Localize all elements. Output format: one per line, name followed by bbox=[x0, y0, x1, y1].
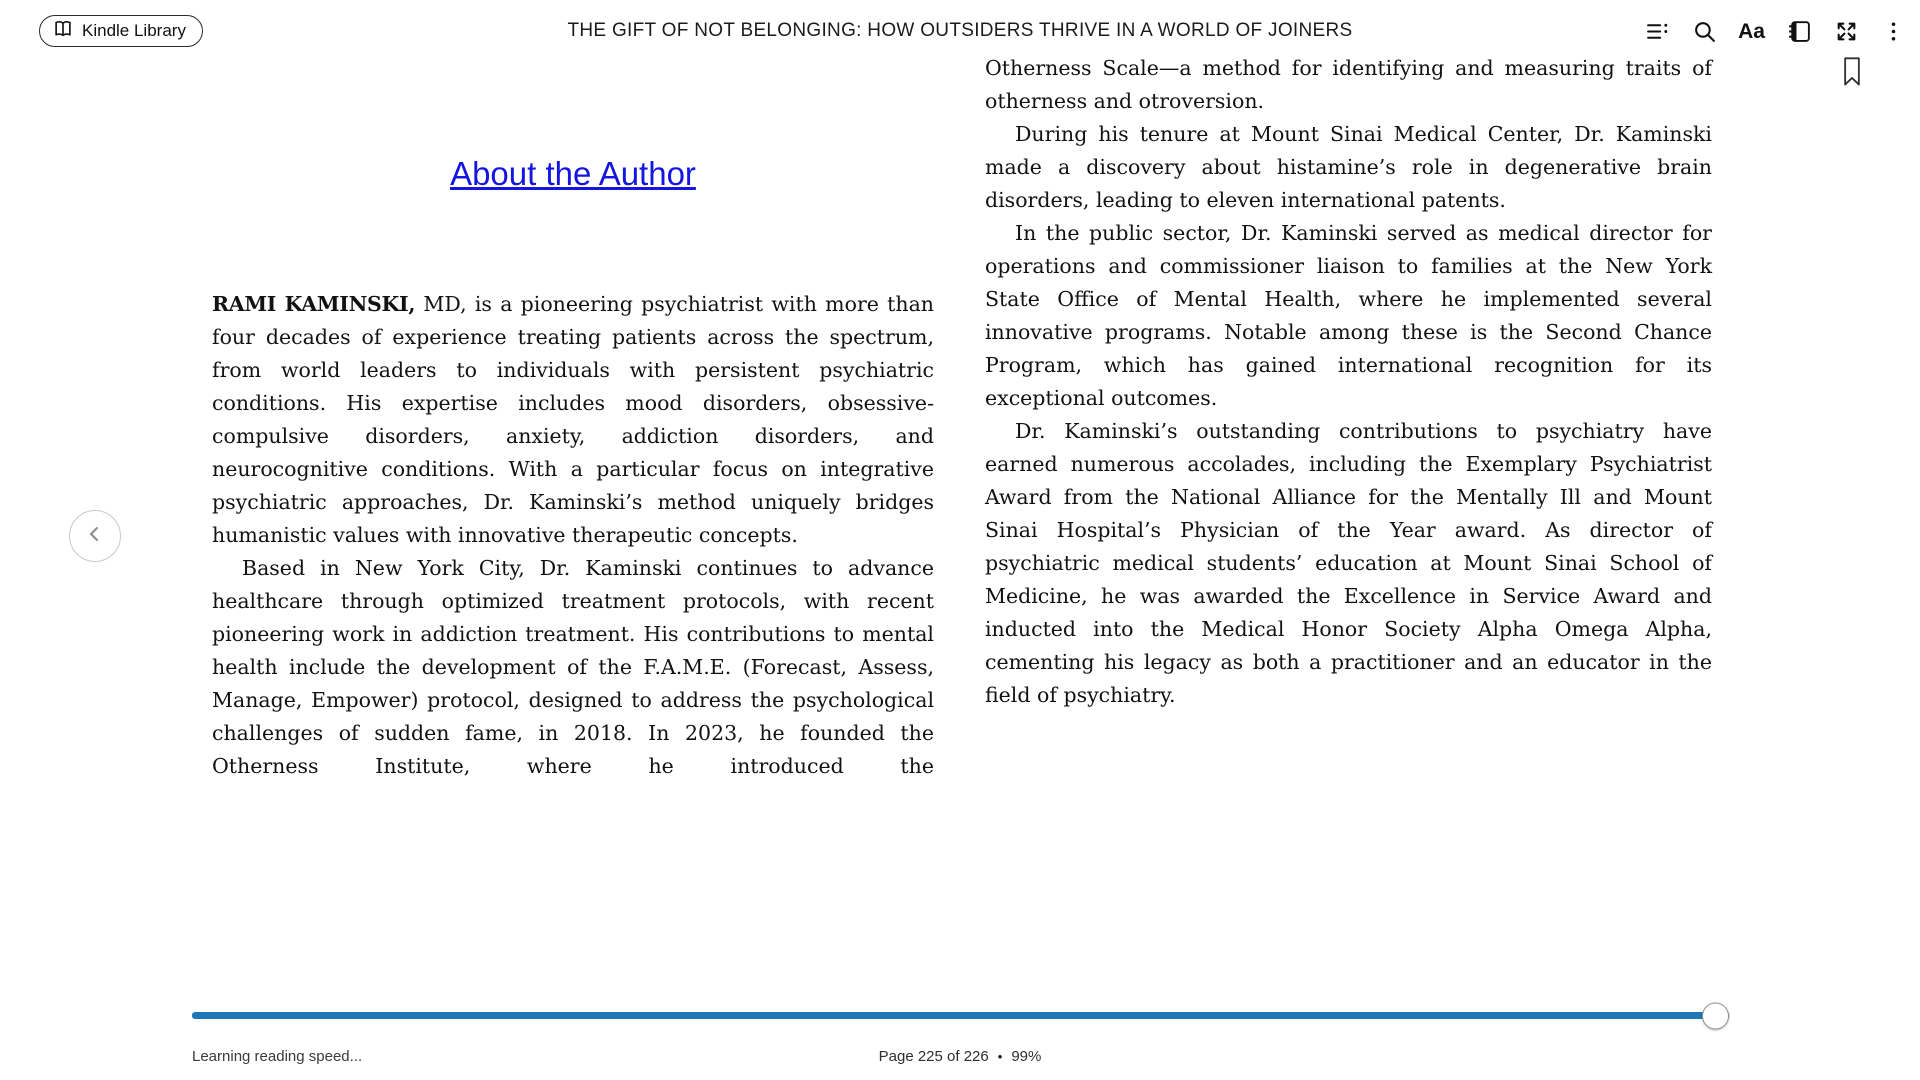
paragraph: Based in New York City, Dr. Kaminski continues to advance healthcare through optimized treatment protocols, with recent pioneering work in addiction treatment. His contributions to mental health include the development of the F.A.M.E. (Forecast, Assess, Manage, Empower) protocol, designed to address the psychological challenges of sudden fame, in 2018. In 2023, he founded the Otherness Institute, where he introduced the bbox=[212, 556, 934, 778]
paragraph: Otherness Scale—a method for identifying and measuring traits of otherness and otroversion. bbox=[985, 56, 1712, 113]
paragraph: In the public sector, Dr. Kaminski served as medical director for operations and commissioner liaison to families at the New York State Office of Mental Health, where he implemented several innovative programs. Notable among these is the Second Chance Program, which has gained international recognition for its exceptional outcomes. bbox=[985, 221, 1712, 410]
previous-page-button[interactable] bbox=[69, 510, 121, 562]
page-position-indicator bbox=[0, 1048, 1920, 1065]
bookmark-icon[interactable] bbox=[1838, 56, 1866, 88]
fullscreen-icon[interactable] bbox=[1833, 18, 1859, 44]
kindle-library-button[interactable] bbox=[39, 15, 203, 47]
font-settings-button[interactable]: Aa bbox=[1738, 19, 1765, 43]
right-column-text bbox=[985, 52, 1712, 712]
paragraph: Dr. Kaminski’s outstanding contributions to psychiatry have earned numerous accolades, including the Exemplary Psychiatrist Award from the National Alliance for the Mentally Ill and Mount Sinai Hospital’s Physician of the Year award. As director of psychiatric medical students’ education at Mount Sinai School of Medicine, he was awarded the Excellence in Service Award and inducted into the Medical Honor Society Alpha Omega Alpha, cementing his legacy as both a practitioner and an educator in the field of psychiatry. bbox=[985, 419, 1712, 707]
progress-fill bbox=[192, 1012, 1715, 1019]
author-name-bold: RAMI KAMINSKI, bbox=[212, 292, 416, 316]
separator-dot: • bbox=[997, 1049, 1003, 1064]
paragraph: RAMI KAMINSKI, MD, is a pioneering psychiatrist with more than four decades of experience treating patients across the spectrum, from world leaders to individuals with persistent psychiatric conditions. His expertise includes mood disorders, obsessive-compulsive disorders, anxiety, addiction disorders, and neurocognitive conditions. With a particular focus on integrative psychiatric approaches, Dr. Kaminski’s method uniquely bridges humanistic values with innovative therapeutic concepts. bbox=[212, 292, 934, 547]
kindle-library-label: Kindle Library bbox=[82, 21, 186, 40]
more-options-icon[interactable] bbox=[1880, 18, 1906, 44]
chapter-heading-link[interactable]: About the Author bbox=[450, 155, 696, 192]
chevron-left-icon bbox=[82, 521, 108, 552]
paragraph: During his tenure at Mount Sinai Medical Center, Dr. Kaminski made a discovery about histamine’s role in degenerative brain disorders, leading to eleven international patents. bbox=[985, 122, 1712, 212]
page-number-label: Page 225 of 226 bbox=[878, 1048, 989, 1065]
page-layout-icon[interactable] bbox=[1786, 18, 1812, 44]
open-book-icon bbox=[52, 18, 74, 45]
percent-label: 99% bbox=[1011, 1048, 1042, 1065]
search-icon[interactable] bbox=[1691, 18, 1717, 44]
reading-speed-status: Learning reading speed... bbox=[192, 1048, 363, 1065]
left-column-text bbox=[212, 288, 934, 783]
progress-slider-knob[interactable] bbox=[1702, 1002, 1729, 1029]
toc-icon[interactable] bbox=[1644, 18, 1670, 44]
book-title: THE GIFT OF NOT BELONGING: HOW OUTSIDERS THRIVE IN A WORLD OF JOINERS bbox=[567, 20, 1353, 41]
reading-progress-slider[interactable] bbox=[192, 1012, 1730, 1019]
